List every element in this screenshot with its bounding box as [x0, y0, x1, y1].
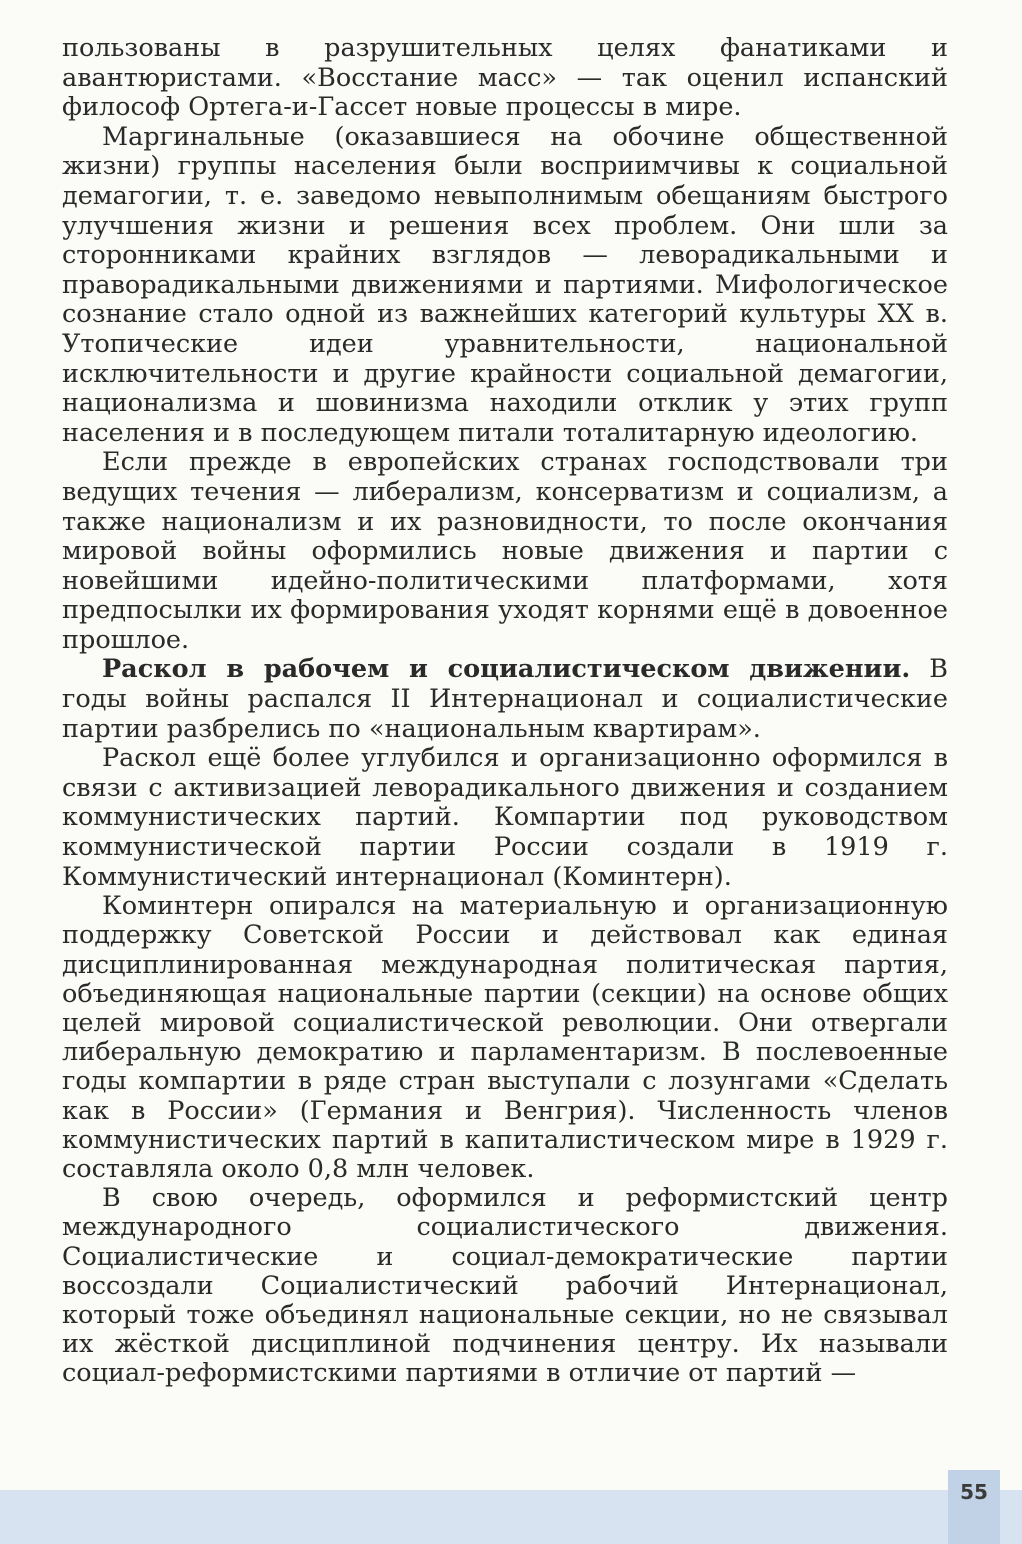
paragraph-3: Если прежде в европейских странах господствовали три ведущих течения — либерализм, консерватизм и социализм, а также национализм и их разновидности, то после окончания мировой войны оформились новые движения и партии с новейшими идейно-политическими платформами, хотя предпосылки их формирования уходят корнями ещё в довоенное прошлое.: [62, 447, 948, 655]
page-footer-band: [0, 1490, 1022, 1544]
page-body-text: [62, 34, 948, 1389]
section-heading-lead: Раскол в рабочем и социалистическом движении.: [102, 654, 911, 685]
paragraph-2: Маргинальные (оказавшиеся на обочине общественной жизни) группы населения были восприимчивы к социальной демагогии, т. е. заведомо невыполнимым обещаниям быстрого улучшения жизни и решения всех проблем. Они шли за сторонниками крайних взглядов — леворадикальными и праворадикальными движениями и партиями. Мифологическое сознание стало одной из важнейших категорий культуры XX в. Утопические идеи уравнительности, национальной исключительности и другие крайности социальной демагогии, национализма и шовинизма находили отклик у этих групп населения и в последующем питали тоталитарную идеологию.: [62, 121, 948, 448]
paragraph-4: [62, 655, 948, 744]
paragraph-5: Раскол ещё более углубился и организационно оформился в связи с активизацией леворадикального движения и созданием коммунистических партий. Компартии под руководством коммунистической партии России создали в 1919 г. Коммунистический интернационал (Коминтерн).: [62, 743, 948, 892]
paragraph-4-text: В годы войны распался II Интернационал и социалистические партии разбрелись по «национальным квартирам».: [62, 654, 948, 744]
paragraph-7: В свою очередь, оформился и реформистский центр международного социалистического движения. Социалистические и социал-демократические партии воссоздали Социалистический рабочий Интернационал, который тоже объединял национальные секции, но не связывал их жёсткой дисциплиной подчинения центру. Их называли социал-реформистскими партиями в отличие от партий —: [62, 1183, 948, 1389]
paragraph-6: Коминтерн опирался на материальную и организационную поддержку Советской России и действовал как единая дисциплинированная международная политическая партия, объединяющая национальные партии (секции) на основе общих целей мировой социалистической революции. Они отвергали либеральную демократию и парламентаризм. В послевоенные годы компартии в ряде стран выступали с лозунгами «Сделать как в России» (Германия и Венгрия). Численность членов коммунистических партий в капиталистическом мире в 1929 г. составляла около 0,8 млн человек.: [62, 891, 948, 1185]
paragraph-1: пользованы в разрушительных целях фанатиками и авантюристами. «Восстание масс» — так оценил испанский философ Ортега-и-Гассет новые процессы в мире.: [62, 33, 948, 123]
page-number: 55: [960, 1480, 988, 1504]
